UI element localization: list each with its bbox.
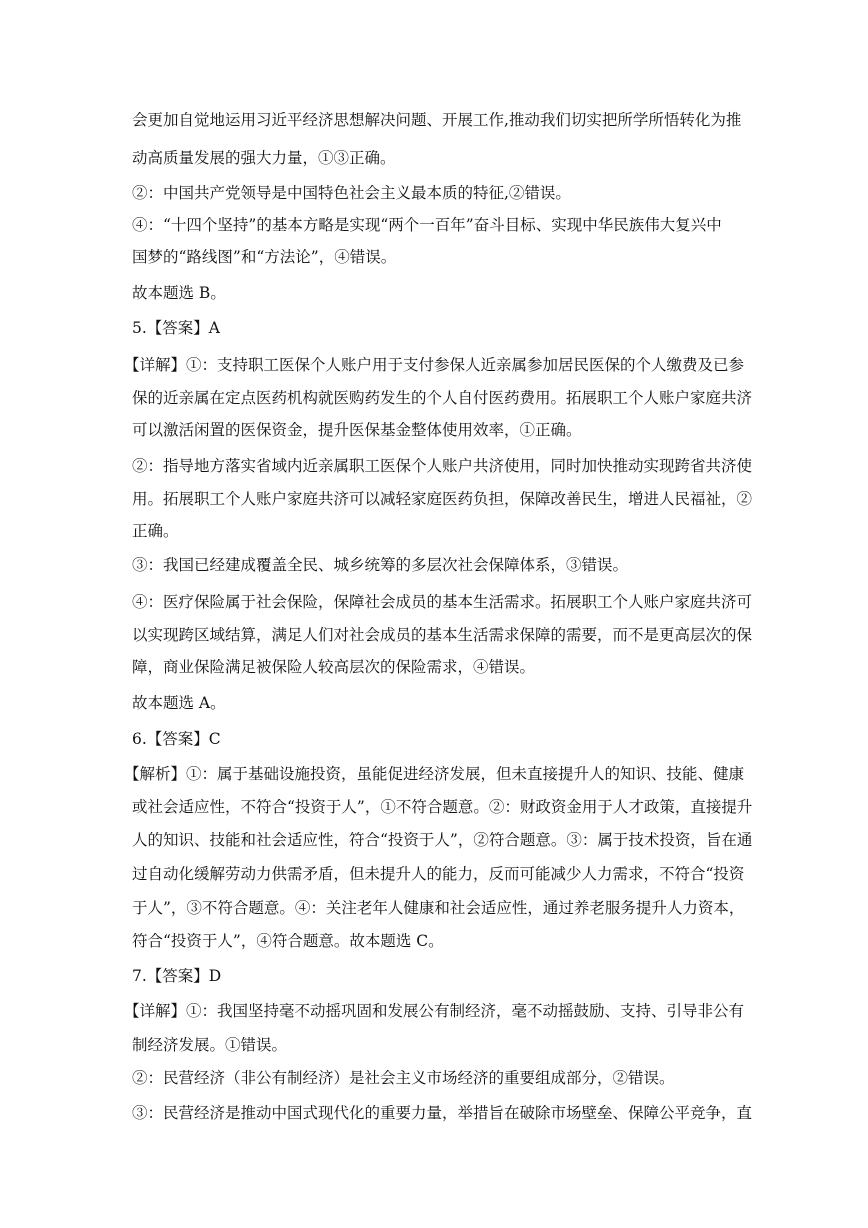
text-line: 【详解】①：支持职工医保个人账户用于支付参保人近亲属参加居民医保的个人缴费及已参 bbox=[124, 356, 745, 374]
text-line: 会更加自觉地运用习近平经济思想解决问题、开展工作,推动我们切实把所学所悟转化为推 bbox=[132, 111, 742, 129]
text-line: 保的近亲属在定点医药机构就医购药发生的个人自付医药费用。拓展职工个人账户家庭共济 bbox=[132, 389, 753, 407]
text-line: 障，商业保险满足被保险人较高层次的保险需求，④错误。 bbox=[132, 658, 536, 676]
text-line: 【解析】①：属于基础设施投资，虽能促进经济发展，但未直接提升人的知识、技能、健康 bbox=[124, 765, 745, 783]
text-line: 可以激活闲置的医保资金，提升医保基金整体使用效率，①正确。 bbox=[132, 421, 582, 439]
text-line: ④：医疗保险属于社会保险，保障社会成员的基本生活需求。拓展职工个人账户家庭共济可 bbox=[132, 593, 753, 611]
text-line: 制经济发展。①错误。 bbox=[132, 1036, 288, 1054]
text-line: ②：指导地方落实省域内近亲属职工医保个人账户共济使用，同时加快推动实现跨省共济使 bbox=[132, 457, 753, 475]
answer-heading: 5.【答案】A bbox=[132, 319, 220, 337]
text-line: 故本题选 B。 bbox=[132, 284, 226, 302]
text-line: 国梦的“路线图”和“方法论”，④错误。 bbox=[132, 248, 397, 266]
text-line: 于人”，③不符合题意。④：关注老年人健康和社会适应性，通过养老服务提升人力资本， bbox=[132, 899, 745, 917]
answer-heading: 6.【答案】C bbox=[132, 730, 221, 748]
text-line: 符合“投资于人”，④符合题意。故本题选 C。 bbox=[132, 932, 444, 950]
text-line: ②：民营经济（非公有制经济）是社会主义市场经济的重要组成部分，②错误。 bbox=[132, 1069, 675, 1087]
text-line: 过自动化缓解劳动力供需矛盾，但未提升人的能力，反而可能减少人力需求，不符合“投资 bbox=[132, 865, 745, 883]
text-line: 动高质量发展的强大力量，①③正确。 bbox=[132, 149, 396, 167]
text-line: ④：“十四个坚持”的基本方略是实现“两个一百年”奋斗目标、实现中华民族伟大复兴中 bbox=[132, 216, 722, 234]
text-line: 【详解】①：我国坚持毫不动摇巩固和发展公有制经济，毫不动摇鼓励、支持、引导非公有 bbox=[124, 1002, 745, 1020]
text-line: 故本题选 A。 bbox=[132, 694, 226, 712]
text-line: 或社会适应性，不符合“投资于人”，①不符合题意。②：财政资金用于人才政策，直接提升 bbox=[132, 798, 753, 816]
answer-heading: 7.【答案】D bbox=[132, 967, 222, 985]
text-line: 人的知识、技能和社会适应性，符合“投资于人”，②符合题意。③：属于技术投资，旨在通 bbox=[132, 831, 753, 849]
text-line: 用。拓展职工个人账户家庭共济可以减轻家庭医药负担，保障改善民生，增进人民福祉，② bbox=[132, 490, 753, 508]
text-line: ②：中国共产党领导是中国特色社会主义最本质的特征,②错误。 bbox=[132, 184, 571, 202]
text-line: 正确。 bbox=[132, 522, 179, 540]
text-line: ③：我国已经建成覆盖全民、城乡统筹的多层次社会保障体系，③错误。 bbox=[132, 556, 629, 574]
text-line: 以实现跨区域结算，满足人们对社会成员的基本生活需求保障的需要，而不是更高层次的保 bbox=[132, 626, 753, 644]
text-line: ③：民营经济是推动中国式现代化的重要力量，举措旨在破除市场壁垒、保障公平竞争，直 bbox=[132, 1104, 753, 1122]
